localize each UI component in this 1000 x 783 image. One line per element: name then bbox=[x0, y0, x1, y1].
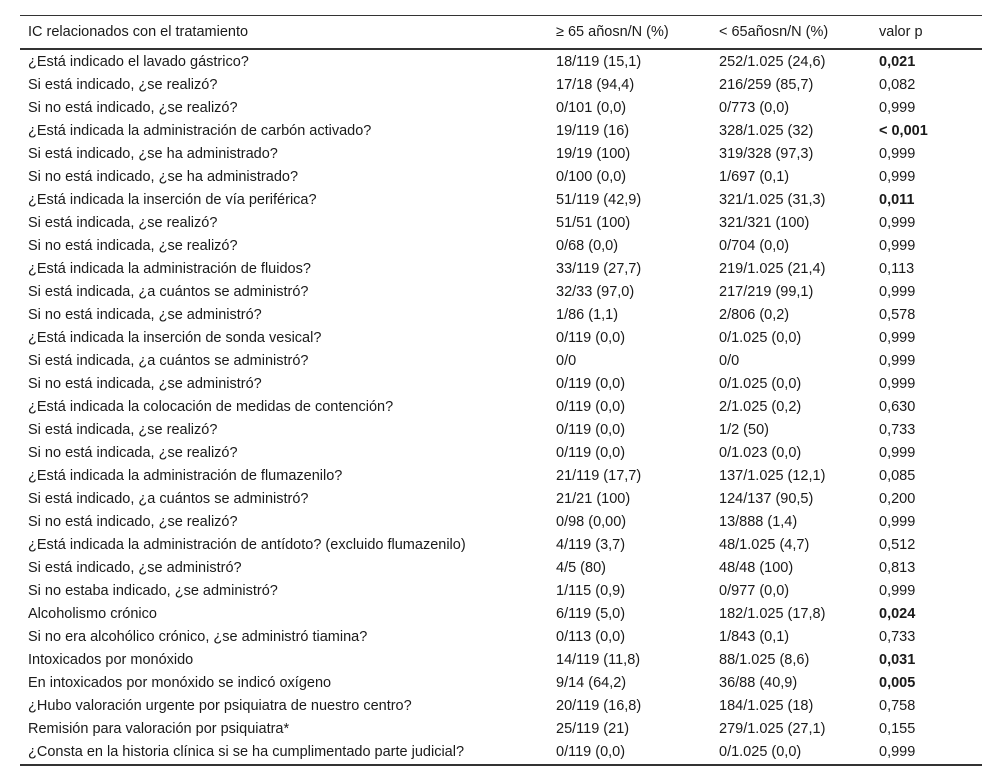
value-p: 0,999 bbox=[879, 215, 916, 231]
value-age-65-plus: 0/68 (0,0) bbox=[556, 238, 619, 254]
value-p: 0,011 bbox=[879, 192, 915, 208]
value-p: 0,005 bbox=[879, 675, 916, 691]
results-table-container bbox=[20, 15, 982, 766]
row-label: En intoxicados por monóxido se indicó oxígeno bbox=[28, 675, 332, 691]
value-p: 0,999 bbox=[879, 445, 916, 461]
value-p: 0,733 bbox=[879, 422, 916, 438]
value-age-65-plus: 21/119 (17,7) bbox=[556, 468, 642, 484]
value-p: 0,999 bbox=[879, 353, 916, 369]
value-p: 0,512 bbox=[879, 537, 916, 553]
table-row bbox=[20, 212, 982, 235]
row-label: Si está indicado, ¿se realizó? bbox=[28, 77, 218, 93]
value-age-65-plus: 0/119 (0,0) bbox=[556, 422, 626, 438]
table-row bbox=[20, 603, 982, 626]
value-p: 0,999 bbox=[879, 330, 916, 346]
value-age-under-65: 48/48 (100) bbox=[719, 560, 794, 576]
value-age-under-65: 2/806 (0,2) bbox=[719, 307, 790, 323]
value-p: 0,999 bbox=[879, 284, 916, 300]
row-label: Si está indicada, ¿a cuántos se administró? bbox=[28, 353, 309, 369]
value-p: < 0,001 bbox=[879, 123, 928, 139]
table-row bbox=[20, 373, 982, 396]
value-age-under-65: 216/259 (85,7) bbox=[719, 77, 814, 93]
value-p: 0,999 bbox=[879, 744, 916, 760]
value-age-under-65: 319/328 (97,3) bbox=[719, 146, 814, 162]
value-age-65-plus: 51/119 (42,9) bbox=[556, 192, 642, 208]
table-row bbox=[20, 442, 982, 465]
row-label: ¿Está indicada la administración de fluidos? bbox=[28, 261, 311, 277]
table-row bbox=[20, 672, 982, 695]
row-label: Si no era alcohólico crónico, ¿se administró tiamina? bbox=[28, 629, 368, 645]
header-row bbox=[20, 16, 982, 50]
row-label: Alcoholismo crónico bbox=[28, 606, 157, 622]
value-age-65-plus: 0/119 (0,0) bbox=[556, 445, 626, 461]
value-age-under-65: 88/1.025 (8,6) bbox=[719, 652, 810, 668]
value-age-65-plus: 9/14 (64,2) bbox=[556, 675, 627, 691]
row-label: Si está indicado, ¿se ha administrado? bbox=[28, 146, 278, 162]
value-age-under-65: 321/321 (100) bbox=[719, 215, 810, 231]
value-age-under-65: 0/1.025 (0,0) bbox=[719, 744, 802, 760]
table-row bbox=[20, 350, 982, 373]
value-age-65-plus: 51/51 (100) bbox=[556, 215, 631, 231]
value-p: 0,999 bbox=[879, 238, 916, 254]
table-row bbox=[20, 97, 982, 120]
value-age-under-65: 1/2 (50) bbox=[719, 422, 769, 438]
row-label: Si no está indicada, ¿se administró? bbox=[28, 307, 262, 323]
value-age-65-plus: 21/21 (100) bbox=[556, 491, 631, 507]
value-p: 0,113 bbox=[879, 261, 915, 277]
results-table bbox=[20, 15, 982, 766]
value-age-under-65: 184/1.025 (18) bbox=[719, 698, 814, 714]
value-age-65-plus: 0/113 (0,0) bbox=[556, 629, 626, 645]
value-age-65-plus: 4/119 (3,7) bbox=[556, 537, 626, 553]
row-label: Si no está indicada, ¿se administró? bbox=[28, 376, 262, 392]
value-age-under-65: 0/773 (0,0) bbox=[719, 100, 790, 116]
value-p: 0,630 bbox=[879, 399, 916, 415]
value-p: 0,733 bbox=[879, 629, 916, 645]
value-age-65-plus: 4/5 (80) bbox=[556, 560, 606, 576]
value-age-65-plus: 33/119 (27,7) bbox=[556, 261, 642, 277]
value-p: 0,031 bbox=[879, 652, 916, 668]
value-age-under-65: 252/1.025 (24,6) bbox=[719, 54, 826, 70]
table-row bbox=[20, 49, 982, 74]
value-age-under-65: 217/219 (99,1) bbox=[719, 284, 814, 300]
value-p: 0,200 bbox=[879, 491, 916, 507]
value-age-under-65: 0/1.023 (0,0) bbox=[719, 445, 802, 461]
row-label: Si no está indicado, ¿se realizó? bbox=[28, 514, 238, 530]
value-age-65-plus: 0/119 (0,0) bbox=[556, 330, 626, 346]
row-label: Si está indicada, ¿se realizó? bbox=[28, 215, 218, 231]
value-p: 0,999 bbox=[879, 100, 916, 116]
value-age-under-65: 2/1.025 (0,2) bbox=[719, 399, 802, 415]
value-age-65-plus: 0/0 bbox=[556, 353, 577, 369]
row-label: Si no está indicado, ¿se ha administrado? bbox=[28, 169, 299, 185]
value-age-65-plus: 14/119 (11,8) bbox=[556, 652, 641, 668]
value-age-65-plus: 0/98 (0,00) bbox=[556, 514, 627, 530]
value-age-under-65: 0/977 (0,0) bbox=[719, 583, 790, 599]
value-age-65-plus: 18/119 (15,1) bbox=[556, 54, 642, 70]
table-row bbox=[20, 258, 982, 281]
value-p: 0,021 bbox=[879, 54, 916, 70]
table-row bbox=[20, 166, 982, 189]
row-label: ¿Está indicada la inserción de sonda vesical? bbox=[28, 330, 322, 346]
row-label: Si está indicada, ¿se realizó? bbox=[28, 422, 218, 438]
table-row bbox=[20, 235, 982, 258]
table-row bbox=[20, 143, 982, 166]
table-row bbox=[20, 488, 982, 511]
value-age-65-plus: 1/86 (1,1) bbox=[556, 307, 619, 323]
value-age-under-65: 0/0 bbox=[719, 353, 740, 369]
table-body bbox=[20, 49, 982, 765]
value-age-65-plus: 0/101 (0,0) bbox=[556, 100, 627, 116]
table-row bbox=[20, 557, 982, 580]
value-age-under-65: 279/1.025 (27,1) bbox=[719, 721, 826, 737]
value-age-under-65: 0/704 (0,0) bbox=[719, 238, 790, 254]
value-p: 0,999 bbox=[879, 169, 916, 185]
value-age-under-65: 321/1.025 (31,3) bbox=[719, 192, 826, 208]
value-p: 0,578 bbox=[879, 307, 916, 323]
row-label: Si no está indicada, ¿se realizó? bbox=[28, 238, 238, 254]
value-age-65-plus: 19/119 (16) bbox=[556, 123, 630, 139]
value-p: 0,999 bbox=[879, 514, 916, 530]
value-age-65-plus: 0/119 (0,0) bbox=[556, 744, 626, 760]
value-age-under-65: 0/1.025 (0,0) bbox=[719, 376, 802, 392]
value-p: 0,999 bbox=[879, 376, 916, 392]
value-age-65-plus: 17/18 (94,4) bbox=[556, 77, 635, 93]
table-row bbox=[20, 281, 982, 304]
table-row bbox=[20, 534, 982, 557]
row-label: ¿Está indicado el lavado gástrico? bbox=[28, 54, 249, 70]
row-label: ¿Está indicada la inserción de vía periférica? bbox=[28, 192, 317, 208]
row-label: ¿Está indicada la administración de carbón activado? bbox=[28, 123, 372, 139]
value-age-65-plus: 0/119 (0,0) bbox=[556, 399, 626, 415]
row-label: Si está indicada, ¿a cuántos se administró? bbox=[28, 284, 309, 300]
value-age-under-65: 182/1.025 (17,8) bbox=[719, 606, 826, 622]
value-age-under-65: 1/843 (0,1) bbox=[719, 629, 790, 645]
value-age-under-65: 124/137 (90,5) bbox=[719, 491, 814, 507]
value-p: 0,082 bbox=[879, 77, 916, 93]
value-p: 0,813 bbox=[879, 560, 916, 576]
value-age-65-plus: 0/119 (0,0) bbox=[556, 376, 626, 392]
table-row bbox=[20, 580, 982, 603]
value-age-under-65: 328/1.025 (32) bbox=[719, 123, 814, 139]
header-p-value: valor p bbox=[879, 24, 923, 40]
value-age-65-plus: 1/115 (0,9) bbox=[556, 583, 626, 599]
value-age-under-65: 36/88 (40,9) bbox=[719, 675, 798, 691]
value-age-65-plus: 20/119 (16,8) bbox=[556, 698, 642, 714]
row-label: ¿Está indicada la administración de antídoto? (excluido flumazenilo) bbox=[28, 537, 466, 553]
table-row bbox=[20, 649, 982, 672]
value-p: 0,085 bbox=[879, 468, 916, 484]
table-header bbox=[20, 16, 982, 50]
table-row bbox=[20, 120, 982, 143]
table-row bbox=[20, 511, 982, 534]
value-age-65-plus: 19/19 (100) bbox=[556, 146, 631, 162]
value-p: 0,758 bbox=[879, 698, 916, 714]
value-p: 0,024 bbox=[879, 606, 916, 622]
value-age-under-65: 13/888 (1,4) bbox=[719, 514, 798, 530]
row-label: ¿Está indicada la colocación de medidas de contención? bbox=[28, 399, 394, 415]
row-label: Si está indicado, ¿se administró? bbox=[28, 560, 242, 576]
value-p: 0,155 bbox=[879, 721, 916, 737]
value-age-65-plus: 6/119 (5,0) bbox=[556, 606, 626, 622]
table-row bbox=[20, 74, 982, 97]
row-label: Si no está indicada, ¿se realizó? bbox=[28, 445, 238, 461]
row-label: Si no estaba indicado, ¿se administró? bbox=[28, 583, 278, 599]
value-age-65-plus: 32/33 (97,0) bbox=[556, 284, 635, 300]
row-label: Si está indicado, ¿a cuántos se administró? bbox=[28, 491, 309, 507]
table-row bbox=[20, 718, 982, 741]
table-row bbox=[20, 189, 982, 212]
value-p: 0,999 bbox=[879, 583, 916, 599]
table-row bbox=[20, 741, 982, 765]
table-row bbox=[20, 465, 982, 488]
table-row bbox=[20, 396, 982, 419]
row-label: Si no está indicado, ¿se realizó? bbox=[28, 100, 238, 116]
value-p: 0,999 bbox=[879, 146, 916, 162]
row-label: ¿Está indicada la administración de flumazenilo? bbox=[28, 468, 343, 484]
value-age-under-65: 1/697 (0,1) bbox=[719, 169, 790, 185]
header-age-under-65: < 65añosn/N (%) bbox=[719, 24, 829, 40]
table-row bbox=[20, 327, 982, 350]
value-age-under-65: 48/1.025 (4,7) bbox=[719, 537, 810, 553]
table-row bbox=[20, 695, 982, 718]
table-row bbox=[20, 304, 982, 327]
table-row bbox=[20, 626, 982, 649]
row-label: Intoxicados por monóxido bbox=[28, 652, 194, 668]
value-age-under-65: 219/1.025 (21,4) bbox=[719, 261, 826, 277]
value-age-65-plus: 0/100 (0,0) bbox=[556, 169, 627, 185]
row-label: ¿Consta en la historia clínica si se ha cumplimentado parte judicial? bbox=[28, 744, 465, 760]
header-indicator: IC relacionados con el tratamiento bbox=[28, 24, 249, 40]
value-age-under-65: 137/1.025 (12,1) bbox=[719, 468, 826, 484]
value-age-under-65: 0/1.025 (0,0) bbox=[719, 330, 802, 346]
row-label: Remisión para valoración por psiquiatra* bbox=[28, 721, 290, 737]
value-age-65-plus: 25/119 (21) bbox=[556, 721, 630, 737]
row-label: ¿Hubo valoración urgente por psiquiatra de nuestro centro? bbox=[28, 698, 412, 714]
header-age-65-plus: ≥ 65 añosn/N (%) bbox=[556, 24, 669, 40]
table-row bbox=[20, 419, 982, 442]
